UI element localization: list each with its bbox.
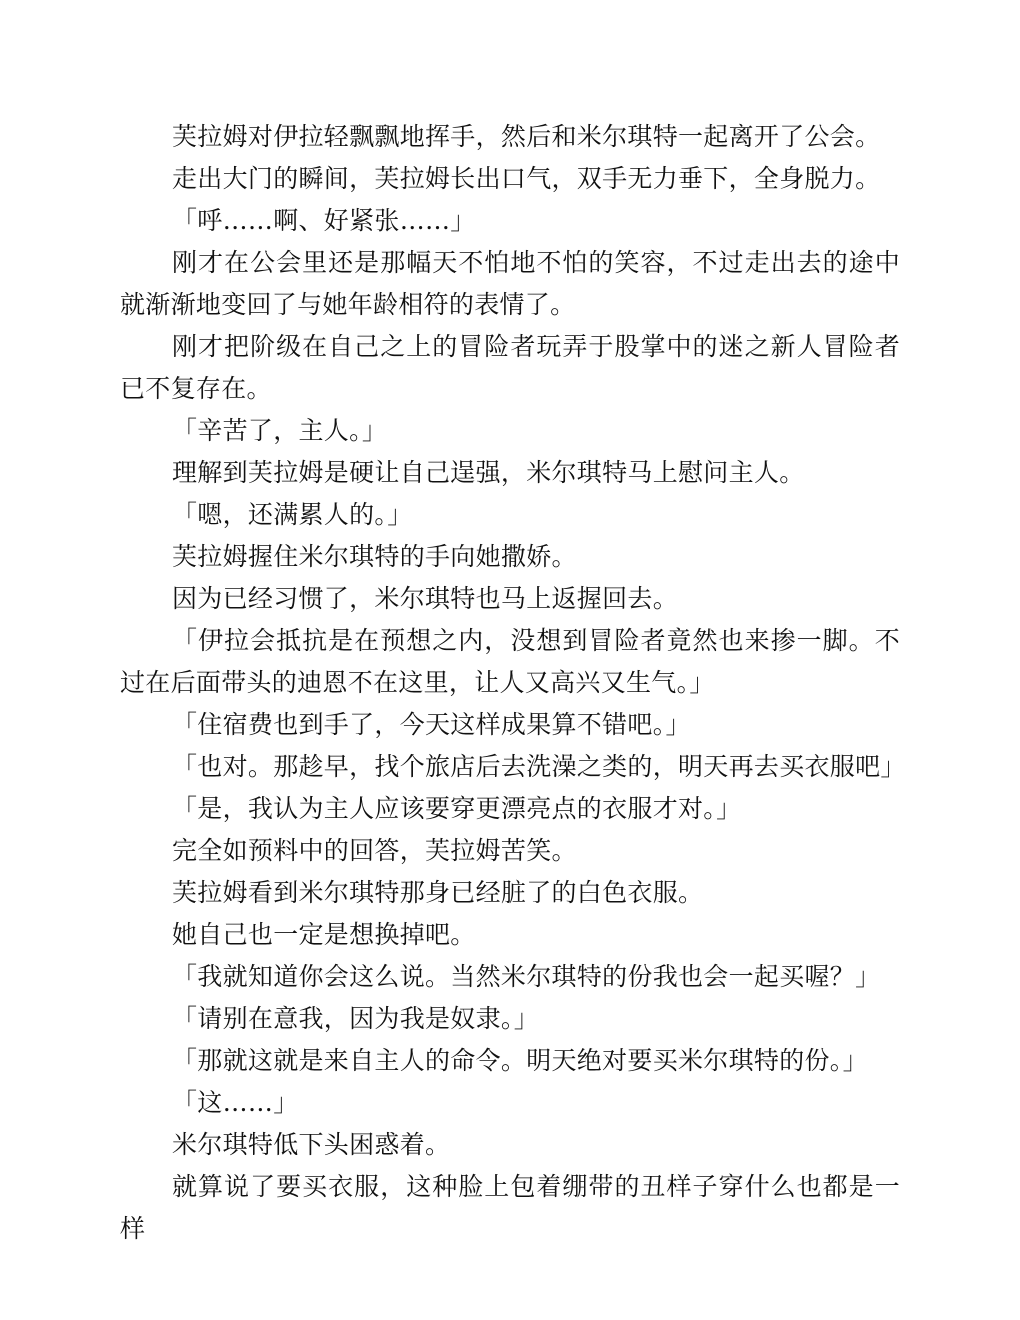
paragraph: 完全如预料中的回答，芙拉姆苦笑。 <box>172 836 577 865</box>
paragraph: 芙拉姆看到米尔琪特那身已经脏了的白色衣服。 <box>172 878 704 907</box>
paragraph: 「那就这就是来自主人的命令。明天绝对要买米尔琪特的份。」 <box>172 1046 868 1075</box>
paragraph: 因为已经习惯了，米尔琪特也马上返握回去。 <box>172 584 679 613</box>
paragraph: 「住宿费也到手了，今天这样成果算不错吧。」 <box>172 710 691 739</box>
paragraph: 就算说了要买衣服，这种脸上包着绷带的丑样子穿什么也都是一样 <box>120 1172 900 1243</box>
paragraph: 「我就知道你会这么说。当然米尔琪特的份我也会一起买喔？」 <box>172 962 881 991</box>
paragraph: 「请别在意我，因为我是奴隶。」 <box>172 1004 540 1033</box>
paragraph: 「伊拉会抵抗是在预想之内，没想到冒险者竟然也来掺一脚。不过在后面带头的迪恩不在这里，让人又高兴又生气。」 <box>120 626 900 697</box>
paragraph: 「也对。那趁早，找个旅店后去洗澡之类的，明天再去买衣服吧」 <box>172 752 906 781</box>
paragraph: 芙拉姆握住米尔琪特的手向她撒娇。 <box>172 542 577 571</box>
text-body <box>120 116 906 1250</box>
paragraph: 「辛苦了，主人。」 <box>172 416 388 445</box>
paragraph: 「这……」 <box>172 1088 299 1117</box>
paragraph: 「是，我认为主人应该要穿更漂亮点的衣服才对。」 <box>172 794 742 823</box>
paragraph: 芙拉姆对伊拉轻飘飘地挥手，然后和米尔琪特一起离开了公会。 <box>172 122 881 151</box>
paragraph: 「呼……啊、好紧张……」 <box>172 206 476 235</box>
paragraph: 「嗯，还满累人的。」 <box>172 500 413 529</box>
paragraph: 米尔琪特低下头困惑着。 <box>172 1130 451 1159</box>
paragraph: 刚才在公会里还是那幅天不怕地不怕的笑容，不过走出去的途中就渐渐地变回了与她年龄相符的表情了。 <box>120 248 900 319</box>
paragraph: 刚才把阶级在自己之上的冒险者玩弄于股掌中的迷之新人冒险者已不复存在。 <box>120 332 900 403</box>
paragraph: 她自己也一定是想换掉吧。 <box>172 920 476 949</box>
paragraph: 理解到芙拉姆是硬让自己逞强，米尔琪特马上慰问主人。 <box>172 458 805 487</box>
paragraph: 走出大门的瞬间，芙拉姆长出口气，双手无力垂下，全身脱力。 <box>172 164 881 193</box>
